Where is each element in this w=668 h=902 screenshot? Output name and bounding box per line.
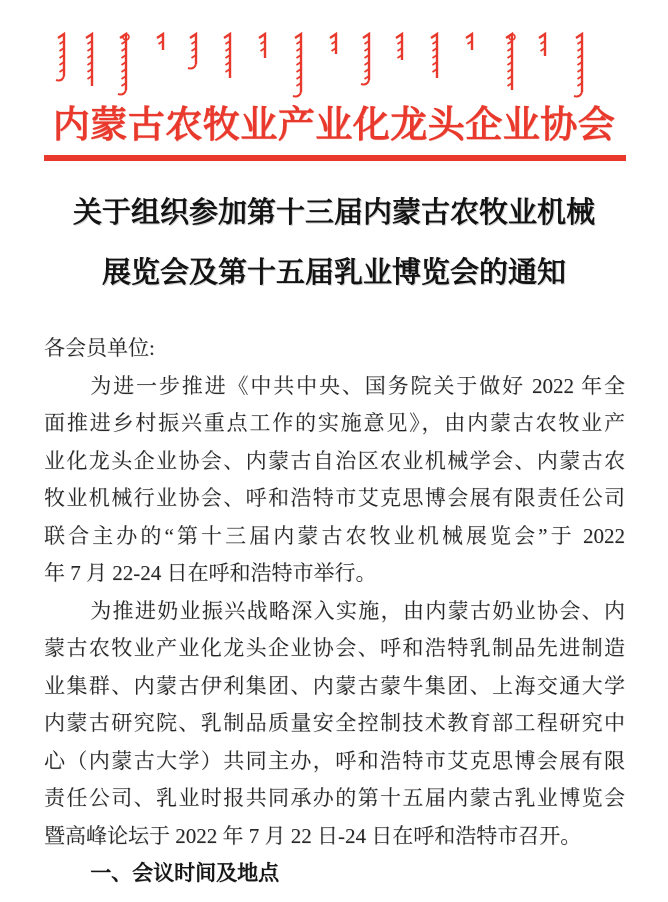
document-title (0, 183, 668, 303)
body-line: 牧业机械行业协会、呼和浩特市艾克思博会展有限责任公司 (44, 486, 625, 510)
section-heading: 一、会议时间及地点 (90, 862, 280, 885)
body-line: 暨高峰论坛于 2022 年 7 月 22 日-24 日在呼和浩特市召开。 (44, 823, 582, 848)
body-line: 业集群、内蒙古伊利集团、内蒙古蒙牛集团、上海交通大学 (44, 673, 625, 698)
organization-name: 内蒙古农牧业产业化龙头企业协会 (52, 105, 616, 146)
body-line: 责任公司、乳业时报共同承办的第十五届内蒙古乳业博览会 (44, 786, 625, 810)
body-line: 面推进乡村振兴重点工作的实施意见》，由内蒙古农牧业产 (44, 411, 625, 435)
body-line: 心（内蒙古大学）共同主办，呼和浩特市艾克思博会展有限 (44, 748, 625, 773)
document-body (44, 330, 625, 893)
red-divider-rule (44, 155, 626, 161)
body-line: 为推进奶业振兴战略深入实施，由内蒙古奶业协会、内 (90, 598, 625, 623)
body-line: 内蒙古研究院、乳制品质量安全控制技术教育部工程研究中 (44, 711, 625, 735)
body-line: 年 7 月 22-24 日在呼和浩特市举行。 (44, 561, 377, 585)
body-line: 蒙古农牧业产业化龙头企业协会、呼和浩特乳制品先进制造 (44, 636, 625, 660)
document-title-line1: 关于组织参加第十三届内蒙古农牧业机械 (72, 197, 595, 229)
document-title-line2: 展览会及第十五届乳业博览会的通知 (101, 257, 566, 289)
body-line: 为进一步推进《中共中央、国务院关于做好 2022 年全 (90, 373, 625, 398)
body-line: 业化龙头企业协会、内蒙古自治区农业机械学会、内蒙古农 (44, 448, 625, 473)
body-line: 联合主办的“第十三届内蒙古农牧业机械展览会”于 2022 (44, 523, 625, 548)
body-line: 各会员单位: (44, 336, 155, 360)
mongolian-script-decoration (0, 26, 668, 102)
